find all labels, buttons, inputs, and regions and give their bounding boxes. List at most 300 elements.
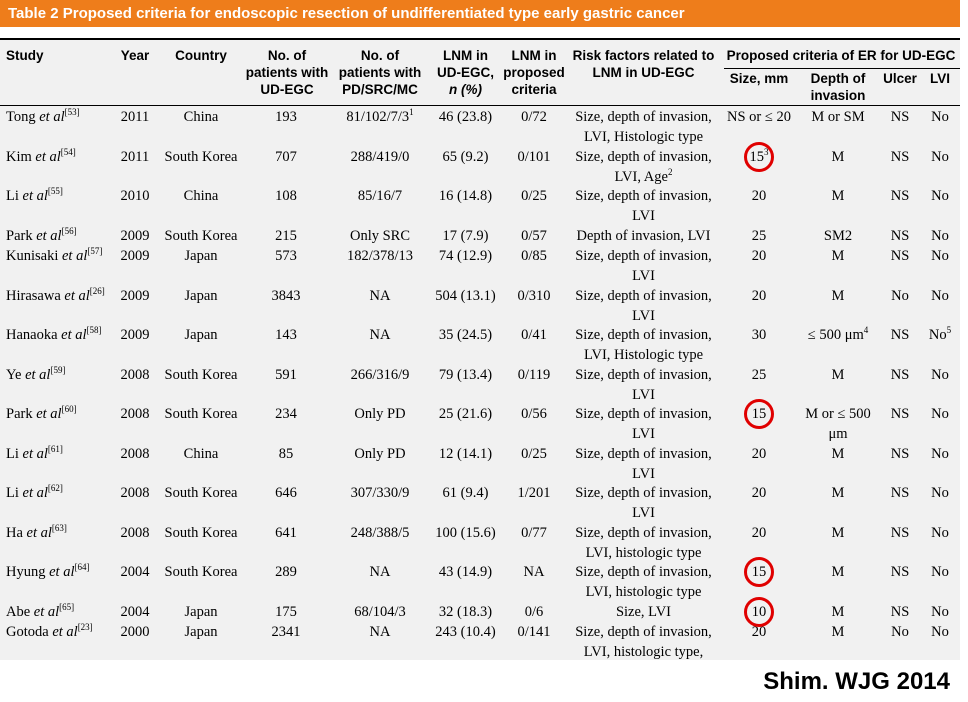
pd-value: Only SRC	[349, 228, 411, 244]
cell-lnm-proposed: 0/25	[521, 188, 547, 204]
cell-lvi	[920, 246, 960, 266]
cell-study	[6, 226, 77, 246]
lvi-value: No	[931, 485, 949, 501]
header-study: Study	[6, 48, 44, 63]
cell-country: South Korea	[164, 149, 238, 165]
et-al: et al	[61, 327, 87, 343]
cell-patients: 175	[275, 604, 297, 620]
cell-year: 2010	[120, 188, 150, 204]
cell-lnm-proposed: 0/57	[521, 228, 547, 244]
et-al: et al	[22, 188, 48, 204]
superscript: [57]	[87, 246, 103, 257]
cell-patients: 289	[275, 564, 297, 580]
superscript: [62]	[47, 483, 63, 494]
cell-ulcer: No	[891, 624, 909, 640]
size-value: 25	[751, 367, 767, 383]
size-value: 30	[751, 327, 767, 343]
study-author: Gotoda	[6, 624, 53, 640]
cell-pd-src-mc	[333, 562, 427, 582]
cell-country: Japan	[184, 288, 218, 304]
cell-country: Japan	[184, 248, 218, 264]
risk-text: Depth of invasion, LVI	[576, 228, 711, 244]
cell-study	[6, 365, 65, 385]
et-al: et al	[52, 624, 78, 640]
highlight-circle	[744, 399, 774, 429]
cell-pd-src-mc	[333, 147, 427, 167]
cell-patients: 591	[275, 367, 297, 383]
header-pd-line: patients with	[338, 65, 422, 80]
risk-text: Size, depth of invasion, LVI, histologic type,	[575, 624, 712, 660]
cell-lvi	[920, 562, 960, 582]
header-pd	[332, 47, 428, 98]
cell-patients: 641	[275, 525, 297, 541]
cell-ulcer: NS	[890, 367, 910, 383]
cell-lnm: 46 (23.8)	[438, 109, 493, 125]
cell-lnm-proposed: 1/201	[517, 485, 551, 501]
study-author: Li	[6, 188, 23, 204]
cell-pd-src-mc	[333, 186, 427, 206]
lvi-value: No	[931, 525, 949, 541]
cell-depth	[796, 325, 880, 345]
cell-year: 2008	[120, 525, 150, 541]
cell-size	[720, 107, 798, 127]
cell-pd-src-mc	[333, 602, 427, 622]
cell-depth	[796, 246, 880, 266]
superscript: [23]	[77, 622, 93, 633]
et-al: et al	[33, 604, 60, 620]
risk-text: Size, depth of invasion, LVI	[575, 485, 712, 521]
pd-value: NA	[369, 327, 391, 343]
superscript: [60]	[61, 404, 77, 415]
cell-risk-factors	[568, 286, 719, 326]
cell-pd-src-mc	[333, 404, 427, 424]
cell-depth	[796, 107, 880, 127]
cell-risk-factors	[568, 147, 719, 187]
pd-value: 182/378/13	[346, 248, 414, 264]
cell-risk-factors	[568, 602, 719, 622]
cell-ulcer: NS	[890, 248, 910, 264]
cell-country: China	[183, 446, 219, 462]
citation: Shim. WJG 2014	[763, 668, 950, 695]
pd-value: 266/316/9	[350, 367, 410, 383]
cell-size	[720, 325, 798, 345]
cell-lvi	[920, 107, 960, 127]
cell-pd-src-mc	[333, 483, 427, 503]
size-value: 10	[751, 604, 767, 620]
depth-value: M	[831, 288, 845, 304]
size-value: 25	[751, 228, 767, 244]
highlight-circle	[744, 142, 774, 172]
superscript: [26]	[89, 286, 105, 297]
cell-study	[6, 107, 80, 127]
highlight-circle	[744, 597, 774, 627]
superscript: [61]	[47, 444, 63, 455]
cell-size	[720, 226, 798, 246]
size-value: 20	[751, 485, 767, 501]
superscript: [53]	[64, 107, 80, 118]
cell-country: South Korea	[164, 525, 238, 541]
cell-year: 2009	[120, 228, 150, 244]
cell-year: 2009	[120, 288, 150, 304]
cell-pd-src-mc	[333, 523, 427, 543]
cell-lnm-proposed: 0/41	[521, 327, 547, 343]
cell-ulcer: NS	[890, 406, 910, 422]
cell-patients: 193	[275, 109, 297, 125]
cell-study	[6, 147, 76, 167]
cell-pd-src-mc	[333, 107, 427, 127]
superscript: 3	[764, 147, 769, 158]
et-al: et al	[49, 564, 75, 580]
cell-ulcer: NS	[890, 188, 910, 204]
lvi-value: No	[928, 327, 947, 343]
size-value: 20	[751, 446, 767, 462]
header-depth-line: Depth of	[810, 71, 866, 86]
depth-value: M	[831, 248, 845, 264]
cell-country: South Korea	[164, 564, 238, 580]
superscript: [56]	[61, 226, 77, 237]
cell-patients: 3843	[271, 288, 301, 304]
cell-lnm: 35 (24.5)	[438, 327, 493, 343]
cell-pd-src-mc	[333, 325, 427, 345]
cell-patients: 143	[275, 327, 297, 343]
et-al: et al	[61, 248, 88, 264]
cell-lnm-proposed: 0/72	[521, 109, 547, 125]
cell-risk-factors	[568, 523, 719, 563]
cell-study	[6, 622, 93, 642]
criteria-table	[0, 38, 960, 660]
cell-lnm: 16 (14.8)	[438, 188, 493, 204]
header-subrule	[724, 68, 960, 69]
cell-depth	[796, 444, 880, 464]
lvi-value: No	[931, 624, 949, 640]
depth-value: SM2	[823, 228, 853, 244]
cell-study	[6, 602, 74, 622]
cell-risk-factors	[568, 107, 719, 147]
depth-value: ≤ 500 μm	[807, 327, 864, 343]
cell-lnm-proposed: 0/6	[524, 604, 544, 620]
cell-depth	[796, 562, 880, 582]
cell-lnm: 25 (21.6)	[438, 406, 493, 422]
cell-risk-factors	[568, 186, 719, 226]
cell-study	[6, 523, 67, 543]
size-value: 20	[751, 525, 767, 541]
cell-lvi	[920, 286, 960, 306]
study-author: Kunisaki	[6, 248, 62, 264]
header-depth	[796, 70, 880, 104]
header-lnm-proposed-line: criteria	[511, 82, 557, 97]
pd-value: 81/102/7/3	[346, 109, 410, 125]
depth-value: M	[831, 149, 845, 165]
header-patients-line: patients with	[245, 65, 329, 80]
cell-lvi	[920, 523, 960, 543]
study-author: Hanaoka	[6, 327, 62, 343]
cell-lnm: 43 (14.9)	[438, 564, 493, 580]
lvi-value: No	[931, 604, 949, 620]
cell-pd-src-mc	[333, 622, 427, 642]
cell-patients: 85	[278, 446, 294, 462]
cell-lnm: 32 (18.3)	[438, 604, 493, 620]
header-lnm-line: n (%)	[449, 82, 482, 97]
superscript: 4	[863, 325, 869, 336]
et-al: et al	[25, 367, 51, 383]
risk-text: Size, LVI	[615, 604, 672, 620]
risk-text: Size, depth of invasion, LVI	[575, 367, 712, 403]
cell-year: 2008	[120, 485, 150, 501]
cell-patients: 646	[275, 485, 297, 501]
pd-value: 248/388/5	[350, 525, 410, 541]
cell-year: 2009	[120, 327, 150, 343]
pd-value: 85/16/7	[357, 188, 403, 204]
superscript: [58]	[86, 325, 102, 336]
superscript: 5	[946, 325, 952, 336]
study-author: Park	[6, 406, 37, 422]
cell-year: 2008	[120, 367, 150, 383]
cell-depth	[796, 483, 880, 503]
cell-lvi	[920, 404, 960, 424]
depth-value: M	[831, 188, 845, 204]
et-al: et al	[35, 149, 61, 165]
header-patients-line: No. of	[267, 48, 307, 63]
et-al: et al	[64, 288, 90, 304]
top-rule	[0, 38, 960, 40]
lvi-value: No	[931, 446, 949, 462]
study-author: Li	[6, 485, 23, 501]
pd-value: Only PD	[354, 406, 406, 422]
cell-pd-src-mc	[333, 365, 427, 385]
cell-pd-src-mc	[333, 226, 427, 246]
cell-ulcer: NS	[890, 525, 910, 541]
cell-patients: 215	[275, 228, 297, 244]
depth-value: M	[831, 525, 845, 541]
pd-value: NA	[369, 564, 391, 580]
size-value: 20	[751, 624, 767, 640]
cell-depth	[796, 365, 880, 385]
risk-text: Size, depth of invasion, LVI	[575, 288, 712, 324]
cell-lvi	[920, 186, 960, 206]
cell-size	[720, 365, 798, 385]
superscript: 2	[667, 167, 673, 178]
cell-country: China	[183, 109, 219, 125]
header-risk	[568, 47, 719, 81]
superscript: [63]	[51, 523, 67, 534]
cell-ulcer: NS	[890, 446, 910, 462]
cell-lvi	[920, 226, 960, 246]
cell-risk-factors	[568, 444, 719, 484]
cell-size	[720, 246, 798, 266]
cell-study	[6, 562, 89, 582]
lvi-value: No	[931, 367, 949, 383]
header-lvi: LVI	[930, 71, 950, 86]
size-value: 15	[751, 406, 767, 422]
risk-text: Size, depth of invasion, LVI	[575, 188, 712, 224]
header-lnm-proposed-line: LNM in	[511, 48, 557, 63]
cell-year: 2011	[120, 149, 150, 165]
lvi-value: No	[931, 149, 949, 165]
lvi-value: No	[931, 288, 949, 304]
cell-lvi	[920, 147, 960, 167]
cell-lnm-proposed: 0/77	[521, 525, 547, 541]
study-author: Kim	[6, 149, 36, 165]
risk-text: Size, depth of invasion, LVI, histologic type	[575, 564, 712, 600]
size-value: NS or ≤ 20	[727, 109, 791, 125]
cell-ulcer: NS	[890, 564, 910, 580]
cell-lnm: 61 (9.4)	[442, 485, 489, 501]
cell-country: China	[183, 188, 219, 204]
depth-value: M	[831, 564, 845, 580]
cell-patients: 573	[275, 248, 297, 264]
risk-text: Size, depth of invasion, LVI, Histologic type	[575, 109, 712, 145]
cell-year: 2004	[120, 564, 150, 580]
study-author: Tong	[6, 109, 40, 125]
cell-country: South Korea	[164, 228, 238, 244]
cell-lvi	[920, 483, 960, 503]
header-lnm-proposed	[500, 47, 568, 98]
study-author: Park	[6, 228, 37, 244]
cell-lnm-proposed: 0/310	[517, 288, 551, 304]
cell-study	[6, 286, 105, 306]
size-value: 15	[751, 564, 767, 580]
cell-risk-factors	[568, 483, 719, 523]
lvi-value: No	[931, 228, 949, 244]
depth-value: M	[831, 624, 845, 640]
et-al: et al	[26, 525, 52, 541]
cell-lnm-proposed: 0/141	[517, 624, 551, 640]
cell-study	[6, 444, 63, 464]
study-author: Abe	[6, 604, 34, 620]
study-author: Hyung	[6, 564, 50, 580]
cell-lnm-proposed: 0/56	[521, 406, 547, 422]
cell-year: 2004	[120, 604, 150, 620]
depth-value: M or ≤ 500 μm	[805, 406, 871, 442]
cell-country: South Korea	[164, 485, 238, 501]
pd-value: Only PD	[354, 446, 406, 462]
et-al: et al	[22, 446, 48, 462]
cell-pd-src-mc	[333, 286, 427, 306]
header-lnm	[428, 47, 503, 98]
et-al: et al	[22, 485, 48, 501]
cell-lvi	[920, 444, 960, 464]
size-value: 15	[749, 149, 764, 165]
cell-depth	[796, 404, 880, 444]
cell-depth	[796, 286, 880, 306]
cell-depth	[796, 523, 880, 543]
study-author: Li	[6, 446, 23, 462]
study-author: Ha	[6, 525, 27, 541]
cell-size	[720, 286, 798, 306]
cell-lvi	[920, 622, 960, 642]
superscript: [55]	[47, 186, 63, 197]
pd-value: 307/330/9	[350, 485, 410, 501]
header-patients-line: UD-EGC	[260, 82, 314, 97]
depth-value: M	[831, 446, 845, 462]
depth-value: M	[831, 604, 845, 620]
header-rule	[0, 105, 960, 106]
lvi-value: No	[931, 188, 949, 204]
cell-risk-factors	[568, 562, 719, 602]
cell-depth	[796, 147, 880, 167]
cell-patients: 2341	[271, 624, 301, 640]
cell-patients: 707	[275, 149, 297, 165]
cell-lnm: 17 (7.9)	[442, 228, 489, 244]
header-lnm-line: LNM in	[443, 48, 488, 63]
cell-lvi	[920, 325, 960, 345]
pd-value: NA	[369, 624, 391, 640]
lvi-value: No	[931, 564, 949, 580]
risk-text: Size, depth of invasion, LVI	[575, 406, 712, 442]
cell-pd-src-mc	[333, 444, 427, 464]
cell-depth	[796, 602, 880, 622]
cell-risk-factors	[568, 226, 719, 246]
superscript: [65]	[59, 602, 75, 613]
cell-lvi	[920, 602, 960, 622]
cell-study	[6, 246, 102, 266]
header-size: Size, mm	[729, 71, 789, 86]
cell-pd-src-mc	[333, 246, 427, 266]
header-risk-line: LNM in UD-EGC	[592, 65, 695, 80]
cell-country: Japan	[184, 327, 218, 343]
risk-text: Size, depth of invasion, LVI, Histologic type	[575, 327, 712, 363]
header-proposed: Proposed criteria of ER for UD-EGC	[726, 48, 956, 63]
cell-lnm-proposed: NA	[523, 564, 545, 580]
cell-year: 2000	[120, 624, 150, 640]
cell-risk-factors	[568, 622, 719, 662]
table-title: Table 2 Proposed criteria for endoscopic resection of undifferentiated type early gastric cancer	[0, 0, 960, 27]
cell-study	[6, 325, 102, 345]
header-lnm-line: UD-EGC,	[437, 65, 494, 80]
cell-depth	[796, 186, 880, 206]
cell-country: Japan	[184, 624, 218, 640]
cell-ulcer: NS	[890, 485, 910, 501]
cell-lnm-proposed: 0/25	[521, 446, 547, 462]
superscript: [54]	[60, 147, 76, 158]
et-al: et al	[36, 406, 62, 422]
header-lnm-proposed-line: proposed	[503, 65, 565, 80]
header-pd-line: No. of	[360, 48, 400, 63]
cell-ulcer: NS	[890, 228, 910, 244]
cell-depth	[796, 622, 880, 642]
cell-study	[6, 404, 77, 424]
study-author: Hirasawa	[6, 288, 65, 304]
cell-risk-factors	[568, 404, 719, 444]
depth-value: M	[831, 367, 845, 383]
cell-depth	[796, 226, 880, 246]
header-risk-line: Risk factors related to	[572, 48, 715, 63]
cell-year: 2008	[120, 446, 150, 462]
cell-country: Japan	[184, 604, 218, 620]
cell-lnm: 12 (14.1)	[438, 446, 493, 462]
cell-size	[720, 186, 798, 206]
risk-text: Size, depth of invasion, LVI, Age	[575, 149, 712, 185]
header-patients	[244, 47, 330, 98]
pd-value: NA	[369, 288, 391, 304]
highlight-circle	[744, 557, 774, 587]
cell-risk-factors	[568, 365, 719, 405]
pd-value: 68/104/3	[354, 604, 406, 620]
header-ulcer: Ulcer	[883, 71, 917, 86]
cell-year: 2009	[120, 248, 150, 264]
size-value: 20	[751, 288, 767, 304]
superscript: [59]	[50, 365, 66, 376]
cell-patients: 234	[275, 406, 297, 422]
cell-lnm: 504 (13.1)	[435, 288, 496, 304]
lvi-value: No	[931, 406, 949, 422]
cell-patients: 108	[275, 188, 297, 204]
cell-lnm: 79 (13.4)	[438, 367, 493, 383]
cell-ulcer: No	[891, 288, 909, 304]
cell-lnm-proposed: 0/85	[521, 248, 547, 264]
et-al: et al	[36, 228, 62, 244]
depth-value: M or SM	[811, 109, 865, 125]
